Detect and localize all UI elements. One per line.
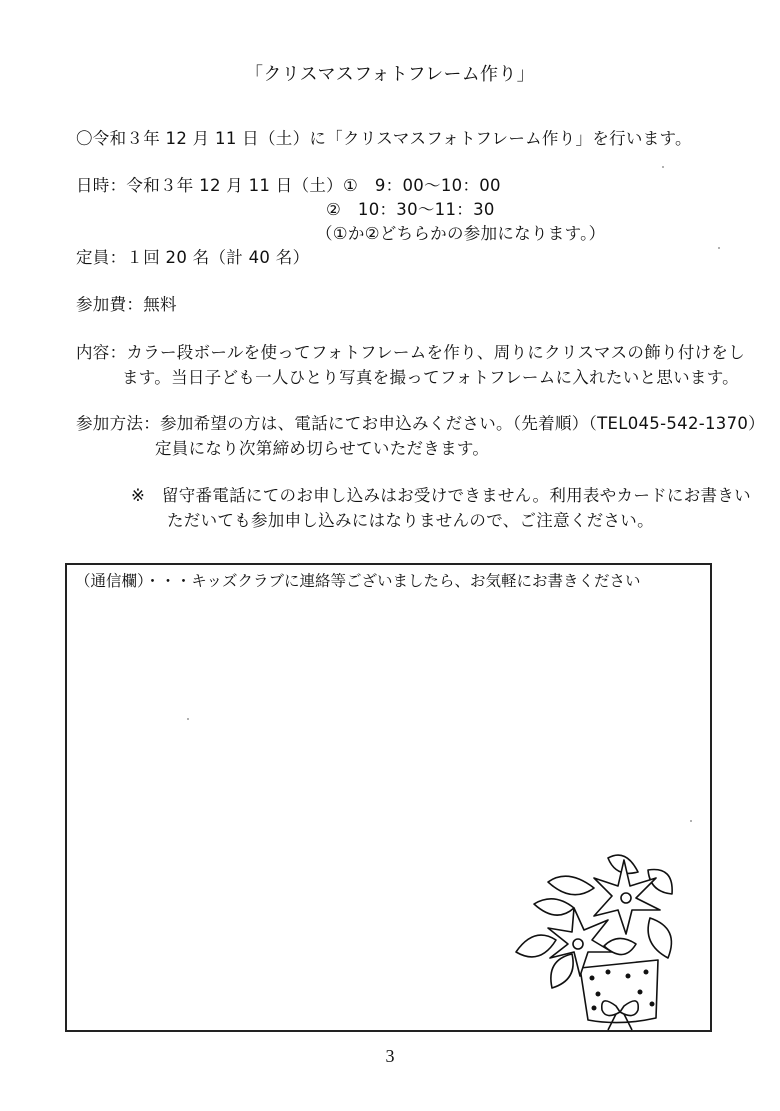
content-line-1: 内容：カラー段ボールを使ってフォトフレームを作り、周りにクリスマスの飾り付けをし — [76, 343, 746, 362]
notice-line-1: ※ 留守番電話にてのお申し込みはお受けできません。利用表やカードにお書きい — [131, 486, 751, 505]
schedule-note: （①か②どちらかの参加になります。） — [316, 224, 606, 243]
content-line-2: ます。当日子ども一人ひとり写真を撮ってフォトフレームに入れたいと思います。 — [122, 368, 739, 387]
method-line-2: 定員になり次第締め切らせていただきます。 — [155, 439, 490, 458]
scan-speck — [718, 247, 720, 249]
capacity-text: 定員：１回 20 名（計 40 名） — [76, 248, 310, 267]
scan-speck — [662, 166, 664, 168]
method-line-1: 参加方法：参加希望の方は、電話にてお申込みください。（先着順）（TEL045-542-1370） — [76, 414, 765, 433]
comment-box-label: （通信欄）・・・キッズクラブに連絡等ございましたら、お気軽にお書きください — [75, 572, 641, 590]
schedule-line-1: 日時：令和３年 12 月 11 日（土）① 9：00〜10：00 — [76, 176, 501, 195]
poinsettia-icon — [508, 848, 684, 1032]
page-title: 「クリスマスフォトフレーム作り」 — [245, 64, 535, 85]
scan-speck — [690, 820, 692, 822]
scan-speck — [187, 718, 189, 720]
page-number: 3 — [385, 1046, 395, 1066]
schedule-line-2: ② 10：30〜11：30 — [326, 200, 495, 219]
intro-text: 〇令和３年 12 月 11 日（土）に「クリスマスフォトフレーム作り」を行います。 — [76, 129, 692, 148]
fee-text: 参加費：無料 — [76, 295, 177, 314]
notice-line-2: ただいても参加申し込みにはなりませんので、ご注意ください。 — [167, 511, 654, 530]
